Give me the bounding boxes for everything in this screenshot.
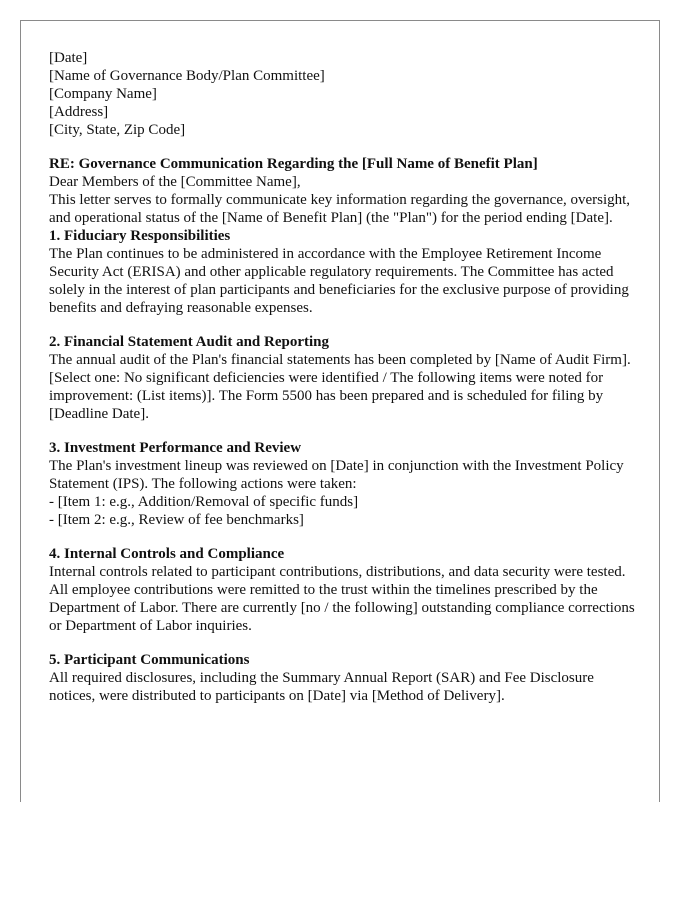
letter-content xyxy=(49,49,639,721)
section-heading: 5. Participant Communications xyxy=(49,652,250,668)
letter-page xyxy=(20,20,660,802)
section-heading: 2. Financial Statement Audit and Reporting xyxy=(49,334,330,350)
letter-date: [Date] xyxy=(49,50,88,66)
intro-paragraph: This letter serves to formally communicate key information regarding the governance, oversight, and operational status of the [Name of Benefit Plan] (the "Plan") for the period ending [Date]. xyxy=(49,192,631,226)
section-communications xyxy=(49,651,639,705)
section-investment xyxy=(49,439,639,529)
section-heading: 4. Internal Controls and Compliance xyxy=(49,546,285,562)
salutation: Dear Members of the [Committee Name], xyxy=(49,174,301,190)
recipient-name: [Name of Governance Body/Plan Committee] xyxy=(49,68,325,84)
section-audit xyxy=(49,333,639,423)
section-body: The Plan's investment lineup was reviewed on [Date] in conjunction with the Investment Policy Statement (IPS). The following actions were taken: xyxy=(49,458,624,492)
subject-line: RE: Governance Communication Regarding the [Full Name of Benefit Plan] xyxy=(49,156,538,172)
recipient-company: [Company Name] xyxy=(49,86,157,102)
section-body: Internal controls related to participant contributions, distributions, and data security were tested. All employee contributions were remitted to the trust within the timelines prescribed by the Department of Labor. There are currently [no / the following] outstanding compliance corrections or Department of Labor inquiries. xyxy=(49,564,635,634)
section-body: The Plan continues to be administered in accordance with the Employee Retirement Income Security Act (ERISA) and other applicable regulatory requirements. The Committee has acted solely in the interest of plan participants and beneficiaries for the exclusive purpose of providing benefits and defraying reasonable expenses. xyxy=(49,246,629,316)
list-item: - [Item 2: e.g., Review of fee benchmarks] xyxy=(49,512,304,528)
section-body: The annual audit of the Plan's financial statements has been completed by [Name of Audit Firm]. [Select one: No significant deficiencies were identified / The following items were noted for improvement: (List items)]. The Form 5500 has been prepared and is scheduled for filing by [Deadline Date]. xyxy=(49,352,631,422)
section-fiduciary xyxy=(49,227,639,317)
list-item: - [Item 1: e.g., Addition/Removal of specific funds] xyxy=(49,494,359,510)
section-body: All required disclosures, including the Summary Annual Report (SAR) and Fee Disclosure notices, were distributed to participants on [Date] via [Method of Delivery]. xyxy=(49,670,594,704)
section-heading: 1. Fiduciary Responsibilities xyxy=(49,228,231,244)
recipient-address: [Address] xyxy=(49,104,109,120)
recipient-address-block xyxy=(49,67,639,139)
section-heading: 3. Investment Performance and Review xyxy=(49,440,302,456)
recipient-city-state-zip: [City, State, Zip Code] xyxy=(49,122,186,138)
section-controls xyxy=(49,545,639,635)
